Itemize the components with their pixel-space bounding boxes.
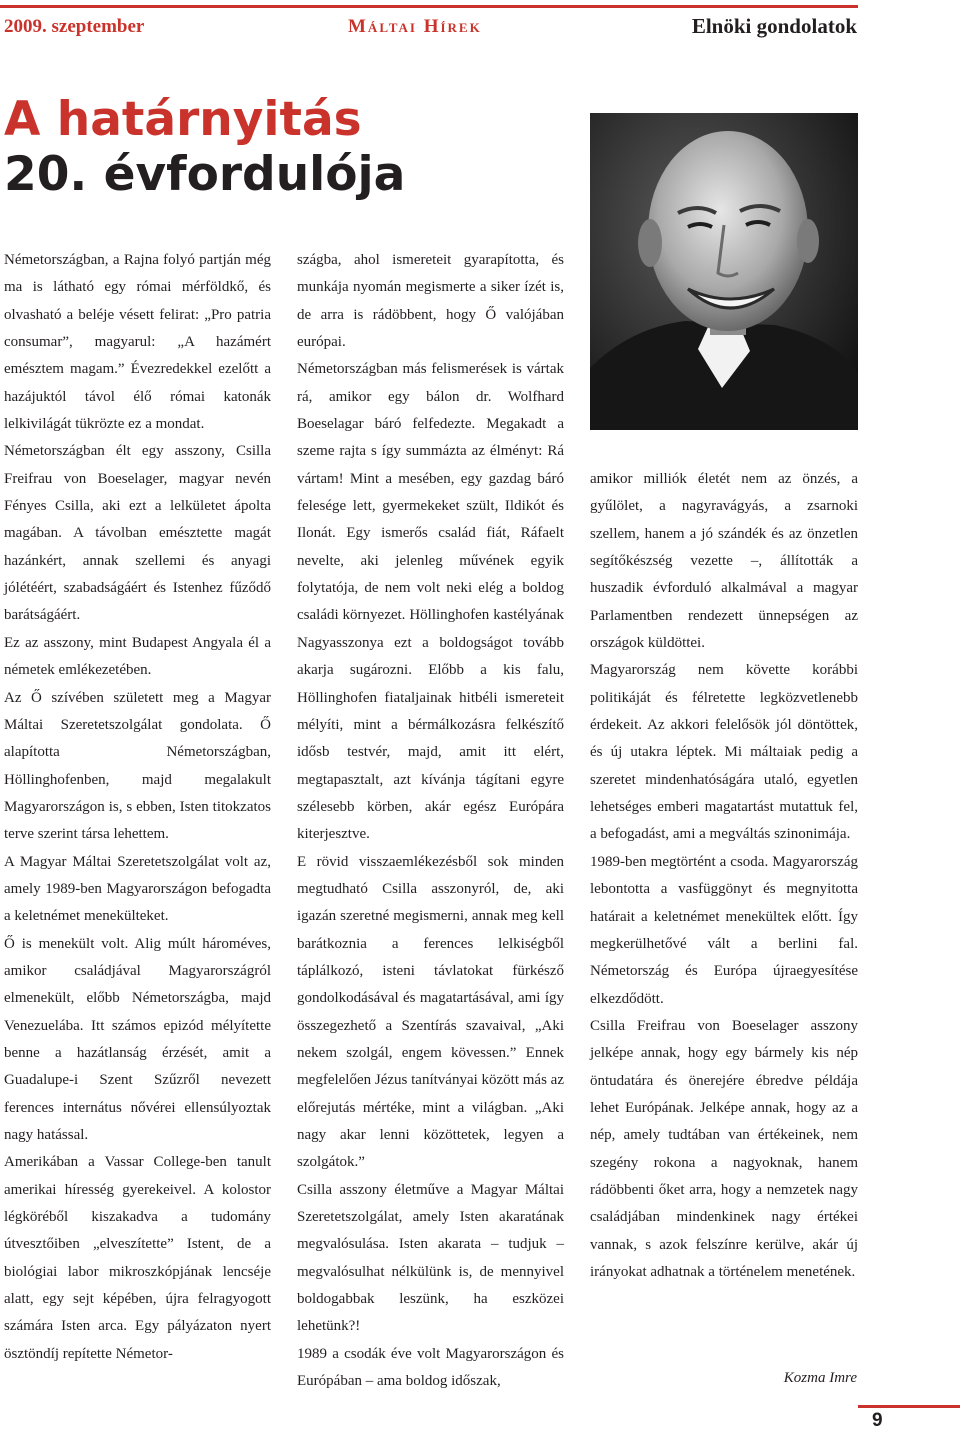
paragraph: Ez az asszony, mint Budapest Angyala él a németek emlékezetében. [4,634,271,679]
paragraph: Németországban, a Rajna folyó partján még ma is látható egy római mérföldkő, és olvasható a beléje vésett felirat: „Pro patria consumar”, magyarul: „A hazámért emésztem magam.” Évezredekkel ezelőtt a hazájuktól távol élő római katonák lelkivilágát tükrözte ez a mondat. [4,252,271,433]
paragraph: Németországban más felismerések is vártak rá, amikor egy bálon dr. Wolfhard Boeselagar báró felfedezte. Megakadt a szeme rajta s így summázta az élményt: Rá vártam! Mint a mesében, egy gazdag báró felesége lett, gyermekeket szült, Ildikót és Ilonát. Egy ismerős család fiát, Ráfaelt nevelte, aki jelenleg művének egyik folytatója, de nem volt neki elég a boldog családi környezet. Höllinghofen kastélyának Nagyasszonya ezt a boldogságot tovább akarja sugározni. Előbb a kis falu, Höllinghofen fiataljainak hitbéli ismereteit mélyíti, mint a bérmálkozásra felkészítő idősb testvér, majd, amit itt elért, megtapasztalt, azt kívánja tágítani egyre szélesebb körben, akár egész Európára kiterjesztve. [297,361,564,843]
title-line-1: A határnyitás [4,92,362,147]
section-title: Elnöki gondolatok [691,14,857,38]
paragraph: amikor milliók életét nem az önzés, a gyűlölet, a nagyravágyás, a zsarnoki szellem, hanem a jó szándék és az önzetlen segítőkészség vezette –, állították a huszadik évforduló alkalmával a magyar Parlamentben rendezett ünnepségen az országok küldöttei. [590,471,858,652]
issue-date: 2009. szeptember [4,16,145,37]
article-title [4,92,405,202]
article-column-3 [590,466,858,1286]
article-column-1 [4,247,271,1368]
paragraph: Németországban élt egy asszony, Csilla Freifrau von Boeselager, magyar nevén Fényes Csilla, aki ezt a lelkületet ápolta magában. A távolban emésztette magát hazánkért, annak szellemi és anyagi jólétéért, szabadságáért és Istenhez fűződő barátságáért. [4,443,271,624]
author-portrait-photo [590,113,858,430]
paragraph: Csilla Freifrau von Boeselager asszony jelképe annak, hogy egy bármely kis nép öntudatára és önerejére ébredve példája lehet Európának. Jelképe annak, hogy az a nép, amely tudtában van értékeinek, nem szegény rokona a nagyoknak, hanem rádöbbenti őket arra, hogy a nemzetek nagy családjában mindenkinek nagy értékei vannak, s azok felszínre kerülve, akár új irányokat adhatnak a történelem menetének. [590,1017,858,1280]
paragraph: Ő is menekült volt. Alig múlt hároméves, amikor családjával Magyarországról elmenekült, előbb Németországba, majd Venezuelába. Itt számos epizód mélyítette benne a hazátlanság érzését, amit a Guadalupe-i Szent Szűzről nevezett ferences internátus nővérei ellensúlyoztak nagy hatással. [4,935,271,1143]
author-signature: Kozma Imre [783,1370,857,1386]
page-number: 9 [872,1410,883,1431]
paragraph: Amerikában a Vassar College-ben tanult amerikai híresség gyerekeivel. A kolostor légköréből kiszakadva a tudomány útvesztőiben „elveszítette” Istent, de a biológiai labor mikroszkópjának lencséje alatt, egy sejt képében, újra felragyogott számára Isten arca. Egy pályázaton nyert ösztöndíj repítette Németor- [4,1154,271,1362]
paragraph: 1989 a csodák éve volt Magyarországon és Európában – ama boldog időszak, [297,1345,564,1390]
footer-rule [858,1405,960,1408]
paragraph: A Magyar Máltai Szeretetszolgálat volt az, amely 1989-ben Magyarországon befogadta a keletnémet menekülteket. [4,853,271,925]
header-rule [0,5,858,8]
paragraph: Csilla asszony életműve a Magyar Máltai Szeretetszolgálat, amely Isten akaratának megvalósulása. Isten akarata – tudjuk – megvalósulhat nélkülünk is, de mennyivel boldogabbak leszünk, ha eszközei lehetünk?! [297,1181,564,1335]
article-column-2 [297,247,564,1395]
paragraph: 1989-ben megtörtént a csoda. Magyarország lebontotta a vasfüggönyt és megnyitotta határait a keletnémet menekültek előtt. Így megkerülhetővé vált a berlini fal. Németország és Európa újraegyesítése elkezdődött. [590,853,858,1007]
paragraph: E rövid visszaemlékezésből sok minden megtudható Csilla asszonyról, de, aki igazán szeretné megismerni, annak meg kell barátkoznia a ferences lelkiségből táplálkozó, isteni távlatokat fürkésző gondolkodásával és magatartásával, ami így összegezhető a Szentírás szavaival, „Aki nekem szolgál, engem kövessen.” Ennek megfelelően Jézus tanítványai között más az előrejutás mértéke, mint a világban. „Aki nagy akar lenni közöttetek, legyen a szolgátok.” [297,853,564,1171]
paragraph: szágba, ahol ismereteit gyarapította, és munkája nyomán megismerte a siker ízét is, de arra is rádöbbent, hogy Ő valójában európai. [297,252,564,351]
paragraph: Az Ő szívében született meg a Magyar Máltai Szeretetszolgálat gondolata. Ő alapította Németországban, Höllinghofenben, majd megalakult Magyarországon is, s ebben, Isten titokzatos terve szerint társa lehettem. [4,689,271,843]
paragraph: Magyarország nem követte korábbi politikáját és félretette legközvetlenebb érdekeit. Az akkori felelősök jól döntöttek, és új utakra léptek. Mi máltaiak pedig a szeretet mindenhatóságára utaló, egyetlen lehetséges emberi magatartást mutattuk fel, a befogadást, ami a megváltás szinonimája. [590,662,858,843]
title-line-2: 20. évfordulója [4,147,406,202]
magazine-name: Máltai Hírek [348,16,482,37]
